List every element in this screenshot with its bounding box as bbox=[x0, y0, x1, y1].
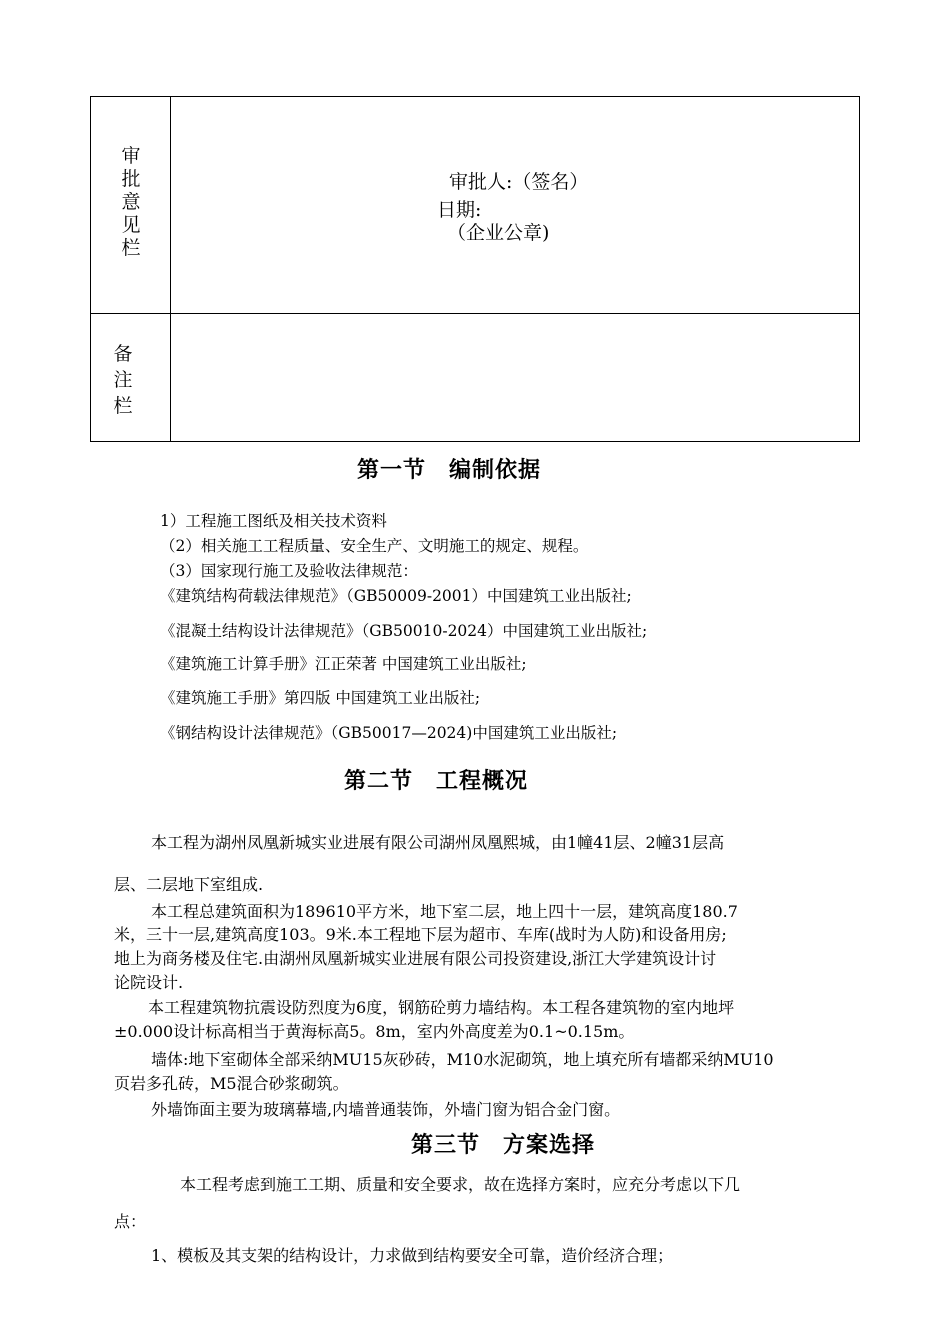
basis-item-2: （2）相关施工工程质量、安全生产、文明施工的规定、规程。 bbox=[160, 537, 589, 555]
overview-paragraph-1-line-1: 本工程为湖州凤凰新城实业进展有限公司湖州凤凰熙城，由1幢41层、2幢31层高 bbox=[151, 833, 725, 852]
basis-item-1: 1）工程施工图纸及相关技术资料 bbox=[160, 512, 387, 530]
basis-standard-5: 《钢结构设计法律规范》（GB50017—2024)中国建筑工业出版社; bbox=[160, 724, 618, 742]
overview-paragraph-2-line-2: 米，三十一层,建筑高度103。9米.本工程地下层为超市、车库(战时为人防)和设备用房; bbox=[114, 925, 727, 944]
basis-standard-1: 《建筑结构荷载法律规范》（GB50009-2001）中国建筑工业出版社; bbox=[160, 587, 632, 605]
overview-paragraph-4-line-1: 墙体:地下室砌体全部采纳MU15灰砂砖，M10水泥砌筑，地上填充所有墙都采纳MU10 bbox=[151, 1050, 774, 1069]
scheme-paragraph-line-1: 本工程考虑到施工工期、质量和安全要求，故在选择方案时，应充分考虑以下几 bbox=[180, 1175, 741, 1194]
section1-title: 第一节 编制依据 bbox=[357, 457, 542, 483]
approval-opinion-label: 审批意见栏 bbox=[121, 145, 141, 259]
approver-signature-field: 审批人:（签名） bbox=[449, 171, 589, 193]
scheme-item-1: 1、模板及其支架的结构设计，力求做到结构要安全可靠，造价经济合理； bbox=[151, 1246, 674, 1265]
basis-standard-3: 《建筑施工计算手册》江正荣著 中国建筑工业出版社; bbox=[160, 655, 527, 673]
overview-paragraph-3-line-2: ±0.000设计标高相当于黄海标高5。8m，室内外高度差为0.1~0.15m。 bbox=[114, 1022, 635, 1041]
overview-paragraph-4-line-2: 页岩多孔砖，M5混合砂浆砌筑。 bbox=[114, 1074, 349, 1093]
overview-paragraph-5: 外墙饰面主要为玻璃幕墙,内墙普通装饰，外墙门窗为铝合金门窗。 bbox=[151, 1100, 621, 1119]
overview-paragraph-1-line-2: 层、二层地下室组成. bbox=[114, 875, 264, 894]
table-row-divider bbox=[91, 313, 859, 314]
overview-paragraph-2-line-4: 论院设计. bbox=[114, 973, 184, 992]
basis-standard-4: 《建筑施工手册》第四版 中国建筑工业出版社; bbox=[160, 689, 481, 707]
overview-paragraph-2-line-1: 本工程总建筑面积为189610平方米，地下室二层，地上四十一层，建筑高度180.7 bbox=[151, 902, 738, 921]
overview-paragraph-3-line-1: 本工程建筑物抗震设防烈度为6度，钢筋砼剪力墙结构。本工程各建筑物的室内地坪 bbox=[148, 998, 735, 1017]
section2-title: 第二节 工程概况 bbox=[344, 768, 529, 794]
section3-title: 第三节 方案选择 bbox=[411, 1132, 596, 1158]
approval-table bbox=[90, 96, 860, 442]
basis-standard-2: 《混凝土结构设计法律规范》（GB50010-2024）中国建筑工业出版社; bbox=[160, 622, 648, 640]
scheme-paragraph-line-2: 点： bbox=[114, 1212, 147, 1231]
table-column-divider bbox=[170, 97, 171, 441]
company-seal-field: （企业公章) bbox=[447, 222, 550, 244]
basis-item-3: （3）国家现行施工及验收法律规范： bbox=[160, 562, 418, 580]
remarks-label: 备注栏 bbox=[113, 343, 133, 417]
approval-date-field: 日期: bbox=[437, 199, 482, 221]
overview-paragraph-2-line-3: 地上为商务楼及住宅.由湖州凤凰新城实业进展有限公司投资建设,浙江大学建筑设计讨 bbox=[114, 949, 717, 968]
